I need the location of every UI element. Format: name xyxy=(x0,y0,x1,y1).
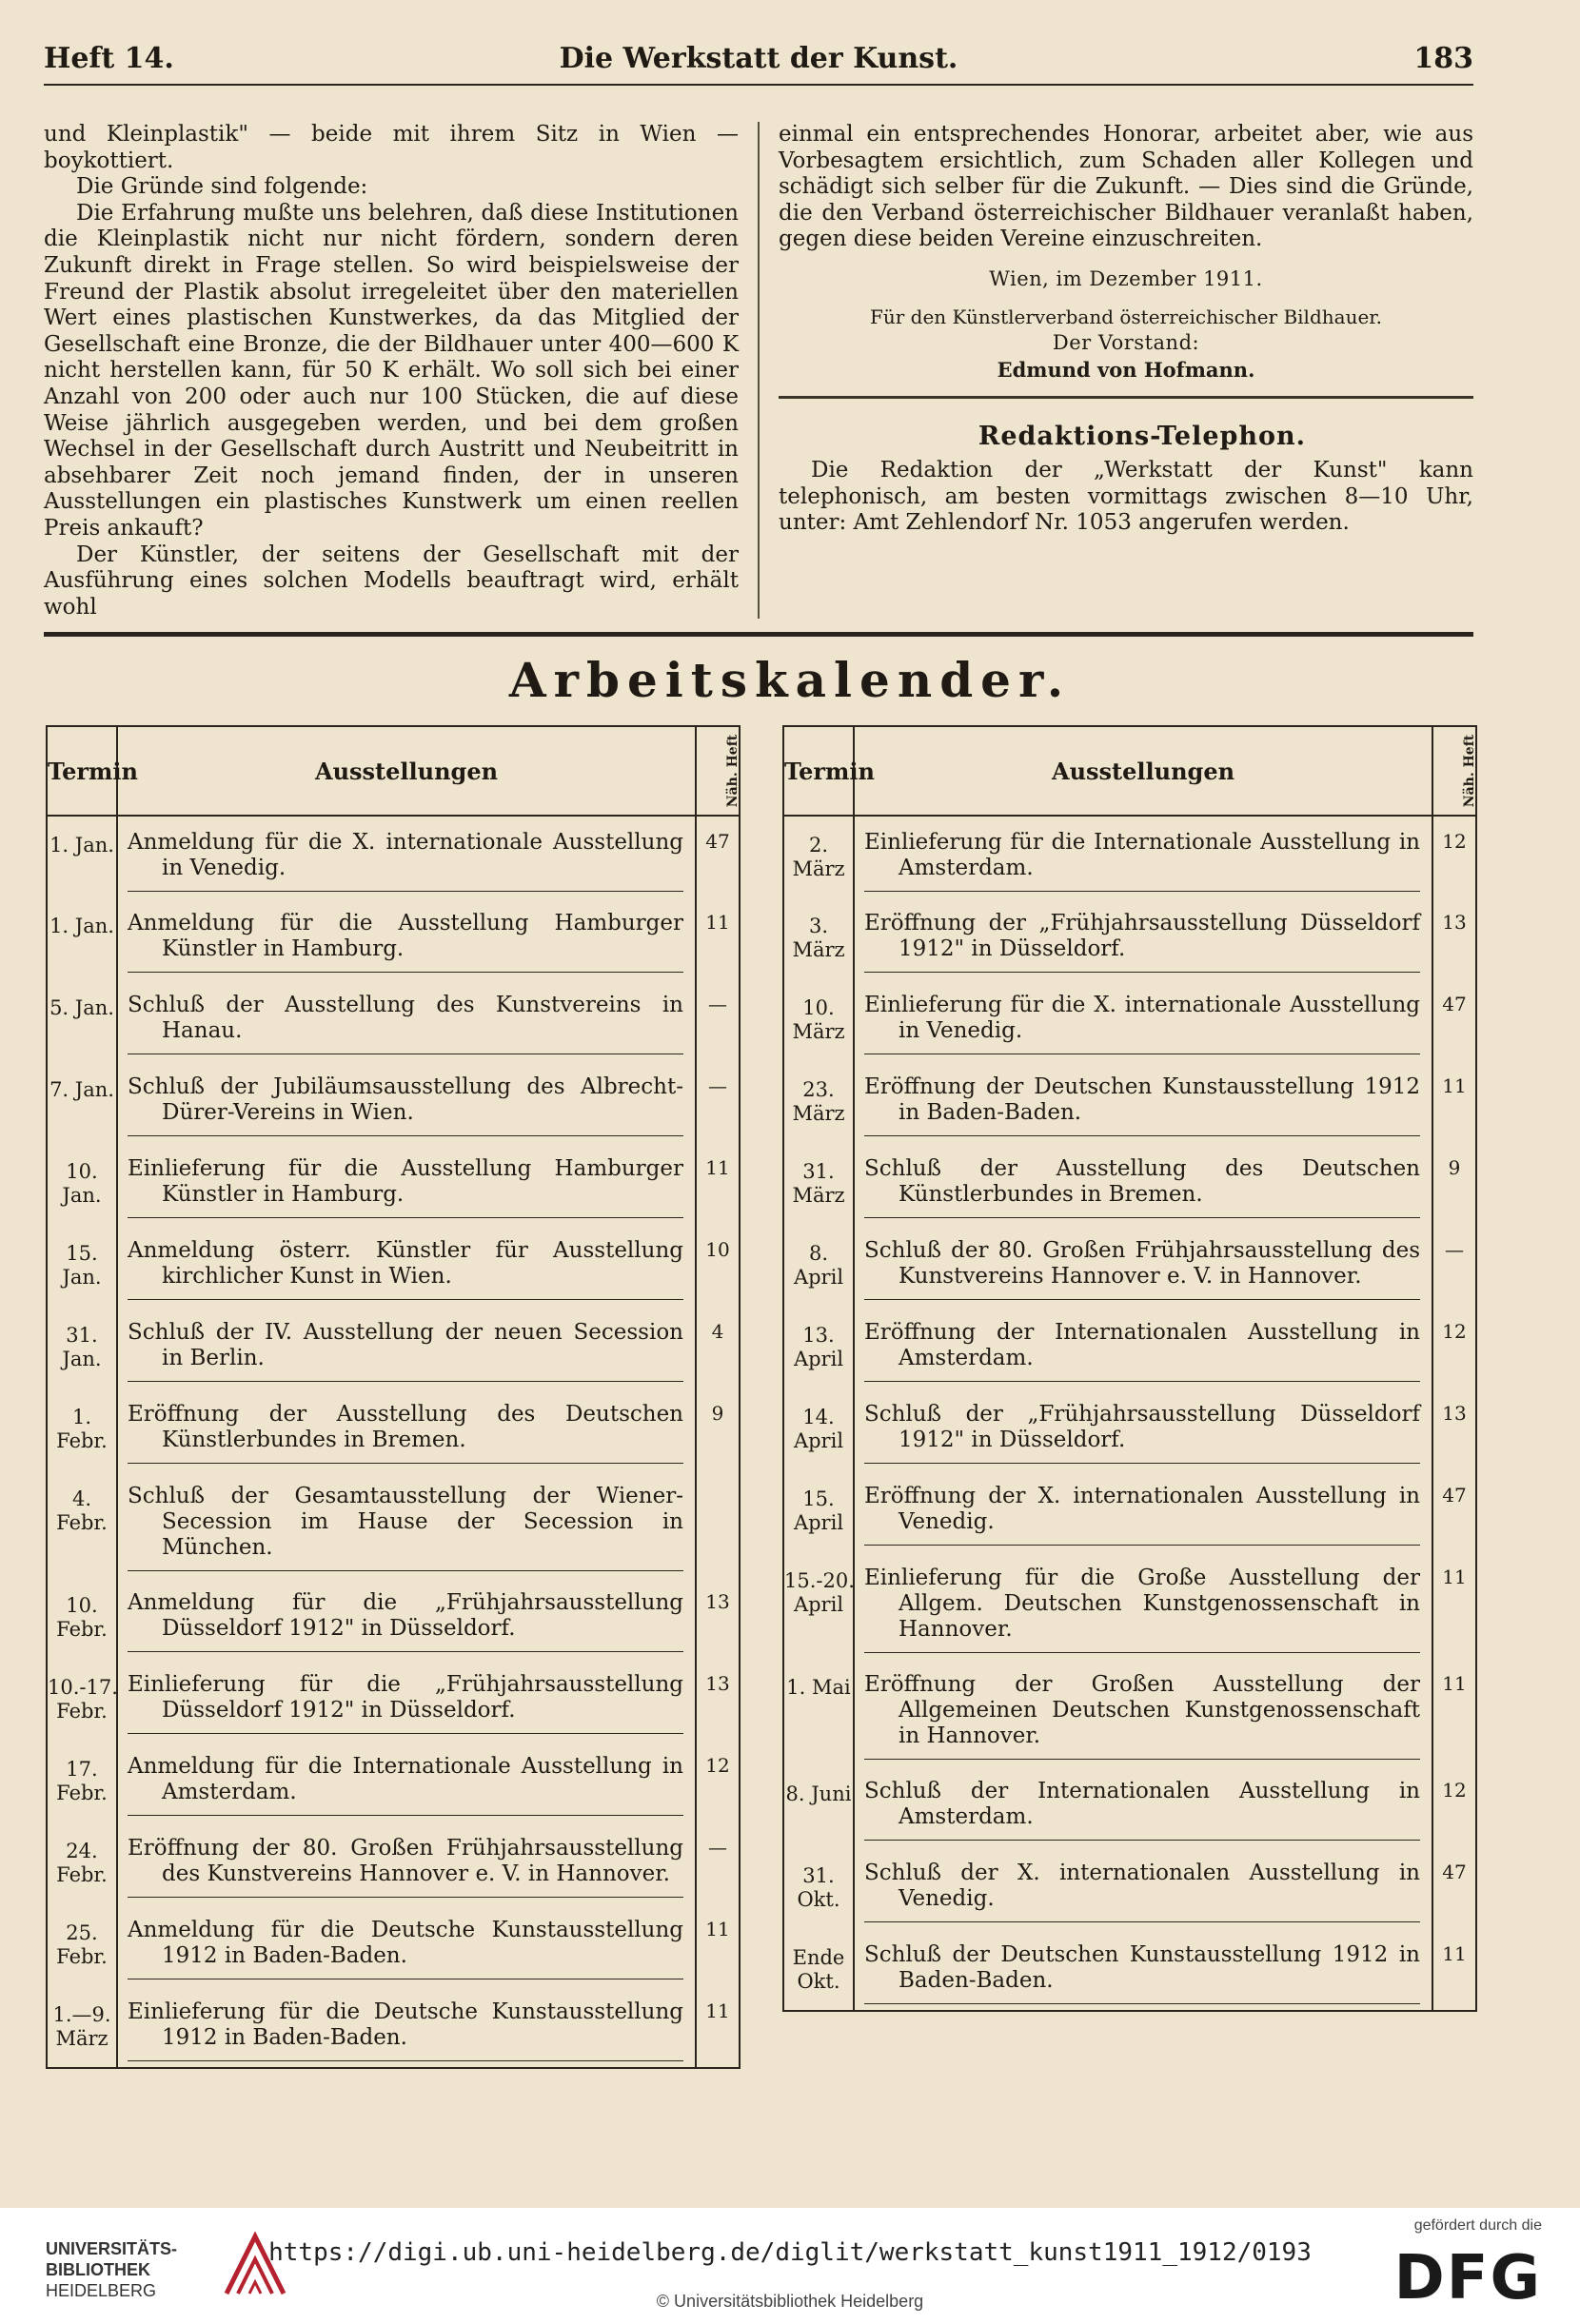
event-cell xyxy=(117,1307,696,1388)
table-row xyxy=(783,1307,1476,1388)
calendar-body-left xyxy=(47,816,740,2068)
calendar-table-left xyxy=(46,725,741,2069)
board-label: Der Vorstand: xyxy=(1052,331,1200,355)
calendar-body-right xyxy=(783,816,1476,2011)
table-row xyxy=(47,1143,740,1225)
event-date: 1.—9. März xyxy=(47,1986,117,2068)
issue-reference: — xyxy=(708,1074,727,1097)
table-row xyxy=(783,816,1476,897)
column-header-issue xyxy=(696,726,740,816)
event-description: Anmeldung österr. Künstler für Ausstellung kirchlicher Kunst in Wien. xyxy=(128,1238,683,1300)
table-row xyxy=(47,1061,740,1143)
event-description: Eröffnung der Großen Ausstellung der Allgemeinen Deutschen Kunstgenossenschaft in Hannover. xyxy=(864,1672,1420,1760)
event-description: Schluß der Gesamtausstellung der Wiener-Secession im Hause der Secession in München. xyxy=(128,1484,683,1571)
event-date: 1. Febr. xyxy=(47,1388,117,1470)
event-cell xyxy=(117,1822,696,1904)
event-date: 10. Febr. xyxy=(47,1577,117,1659)
event-date: 15. Jan. xyxy=(47,1225,117,1307)
table-row xyxy=(47,1904,740,1986)
event-cell xyxy=(117,1143,696,1225)
issue-number: Heft 14. xyxy=(44,42,174,75)
event-cell xyxy=(117,1470,696,1577)
table-row xyxy=(783,1552,1476,1659)
event-date: 10. März xyxy=(783,979,854,1061)
issue-reference: 13 xyxy=(705,1672,730,1695)
column-header-exhibitions: Ausstellungen xyxy=(117,726,696,816)
issue-reference: 47 xyxy=(1442,993,1467,1015)
event-date: 25. Febr. xyxy=(47,1904,117,1986)
table-row xyxy=(47,1741,740,1822)
table-row xyxy=(47,1225,740,1307)
event-description: Einlieferung für die Große Ausstellung der Allgem. Deutschen Kunstgenossenschaft in Hannover. xyxy=(864,1566,1420,1653)
table-row xyxy=(783,1765,1476,1847)
event-description: Schluß der IV. Ausstellung der neuen Secession in Berlin. xyxy=(128,1320,683,1382)
event-date: 1. Jan. xyxy=(47,897,117,979)
event-description: Einlieferung für die „Frühjahrsausstellung Düsseldorf 1912" in Düsseldorf. xyxy=(128,1672,683,1734)
event-date: 13. April xyxy=(783,1307,854,1388)
event-description: Einlieferung für die Ausstellung Hamburger Künstler in Hamburg. xyxy=(128,1156,683,1218)
section-rule xyxy=(44,632,1473,637)
table-row xyxy=(47,1659,740,1741)
event-cell xyxy=(117,1741,696,1822)
running-header xyxy=(44,40,1473,82)
table-row xyxy=(783,1225,1476,1307)
table-row xyxy=(47,816,740,897)
event-date: 1. Mai xyxy=(783,1659,854,1765)
issue-reference: 12 xyxy=(1442,1779,1467,1802)
event-date: 10.-17. Febr. xyxy=(47,1659,117,1741)
event-cell xyxy=(854,979,1432,1061)
event-cell xyxy=(854,1143,1432,1225)
library-name-line: UNIVERSITÄTS- xyxy=(46,2239,178,2258)
column-header-exhibitions: Ausstellungen xyxy=(854,726,1432,816)
table-row xyxy=(47,897,740,979)
event-cell xyxy=(854,1470,1432,1552)
event-cell xyxy=(117,1388,696,1470)
column-header-issue xyxy=(1432,726,1476,816)
event-cell xyxy=(854,1929,1432,2011)
event-description: Schluß der Internationalen Ausstellung in Amsterdam. xyxy=(864,1779,1420,1841)
issue-reference: 12 xyxy=(1442,830,1467,853)
event-cell xyxy=(117,1225,696,1307)
issue-reference: 11 xyxy=(1442,1566,1467,1588)
event-cell xyxy=(117,816,696,897)
column-header-date: Termin xyxy=(783,726,854,816)
table-header-row xyxy=(47,726,740,816)
event-date: 2. März xyxy=(783,816,854,897)
event-date: 15.-20. April xyxy=(783,1552,854,1659)
issue-reference: 11 xyxy=(705,1918,730,1940)
event-date: 8. April xyxy=(783,1225,854,1307)
event-description: Schluß der Deutschen Kunstausstellung 1912 in Baden-Baden. xyxy=(864,1942,1420,2004)
table-row xyxy=(783,897,1476,979)
paragraph: und Kleinplastik" — beide mit ihrem Sitz in Wien — boykottiert. xyxy=(44,122,739,173)
column-header-issue-label: Näh. Heft xyxy=(1462,734,1478,808)
event-description: Anmeldung für die Ausstellung Hamburger Künstler in Hamburg. xyxy=(128,911,683,973)
table-row xyxy=(783,1847,1476,1929)
event-description: Anmeldung für die Deutsche Kunstausstellung 1912 in Baden-Baden. xyxy=(128,1918,683,1979)
paragraph: Der Künstler, der seitens der Gesellschaft mit der Ausführung eines solchen Modells beauftragt wird, erhält wohl xyxy=(44,542,739,620)
issue-reference: 11 xyxy=(1442,1672,1467,1695)
issue-reference: 13 xyxy=(1442,1402,1467,1425)
event-description: Schluß der X. internationalen Ausstellung in Venedig. xyxy=(864,1861,1420,1922)
event-description: Anmeldung für die Internationale Ausstellung in Amsterdam. xyxy=(128,1754,683,1816)
section-divider xyxy=(779,396,1473,399)
funder-note: gefördert durch die xyxy=(1413,2217,1542,2234)
event-description: Eröffnung der Deutschen Kunstausstellung 1912 in Baden-Baden. xyxy=(864,1074,1420,1136)
signer-name: Edmund von Hofmann. xyxy=(997,357,1255,382)
event-description: Anmeldung für die X. internationale Ausstellung in Venedig. xyxy=(128,830,683,892)
table-row xyxy=(783,1470,1476,1552)
event-date: 1. Jan. xyxy=(47,816,117,897)
event-cell xyxy=(854,816,1432,897)
table-header-row xyxy=(783,726,1476,816)
event-description: Einlieferung für die Internationale Ausstellung in Amsterdam. xyxy=(864,830,1420,892)
event-description: Anmeldung für die „Frühjahrsausstellung Düsseldorf 1912" in Düsseldorf. xyxy=(128,1590,683,1652)
event-cell xyxy=(854,1225,1432,1307)
event-description: Eröffnung der Internationalen Ausstellung in Amsterdam. xyxy=(864,1320,1420,1382)
event-date: Ende Okt. xyxy=(783,1929,854,2011)
table-row xyxy=(47,979,740,1061)
event-cell xyxy=(854,1061,1432,1143)
issue-reference: 13 xyxy=(1442,911,1467,934)
issue-reference: 9 xyxy=(1448,1156,1461,1179)
left-text-column xyxy=(44,122,739,620)
event-date: 23. März xyxy=(783,1061,854,1143)
event-cell xyxy=(117,1904,696,1986)
event-cell xyxy=(854,1307,1432,1388)
table-row xyxy=(47,1577,740,1659)
event-cell xyxy=(854,897,1432,979)
event-date: 24. Febr. xyxy=(47,1822,117,1904)
issue-reference xyxy=(696,1470,740,1577)
organisation-line: Für den Künstlerverband österreichischer Bildhauer. xyxy=(869,305,1383,328)
paragraph: einmal ein entsprechendes Honorar, arbeitet aber, wie aus Vorbesagtem ersichtlich, zum Schaden aller Kollegen und schädigt sich selber für die Zukunft. — Dies sind die Gründe, die den Verband österreichischer Bildhauer veranlaßt haben, gegen diese beiden Vereine einzuschreiten. xyxy=(779,122,1473,252)
event-description: Schluß der Ausstellung des Kunstvereins in Hanau. xyxy=(128,993,683,1054)
table-row xyxy=(47,1986,740,2068)
funder-logo[interactable] xyxy=(1380,2217,1542,2316)
event-description: Schluß der Jubiläumsausstellung des Albrecht-Dürer-Vereins in Wien. xyxy=(128,1074,683,1136)
issue-reference: 11 xyxy=(1442,1074,1467,1097)
permalink[interactable]: https://digi.ub.uni-heidelberg.de/diglit/werkstatt_kunst1911_1912/0193 xyxy=(268,2238,1312,2267)
event-description: Schluß der Ausstellung des Deutschen Künstlerbundes in Bremen. xyxy=(864,1156,1420,1218)
issue-reference: — xyxy=(708,1836,727,1859)
issue-reference: 10 xyxy=(705,1238,730,1261)
event-date: 8. Juni xyxy=(783,1765,854,1847)
issue-reference: — xyxy=(708,993,727,1015)
event-cell xyxy=(854,1847,1432,1929)
event-cell xyxy=(117,979,696,1061)
library-name-line: HEIDELBERG xyxy=(46,2281,157,2300)
table-row xyxy=(47,1470,740,1577)
library-name-line: BIBLIOTHEK xyxy=(46,2260,150,2279)
issue-reference: 9 xyxy=(711,1402,724,1425)
event-description: Eröffnung der „Frühjahrsausstellung Düsseldorf 1912" in Düsseldorf. xyxy=(864,911,1420,973)
issue-reference: 13 xyxy=(705,1590,730,1613)
issue-reference: 47 xyxy=(705,830,730,853)
event-description: Schluß der 80. Großen Frühjahrsausstellung des Kunstvereins Hannover e. V. in Hannover. xyxy=(864,1238,1420,1300)
event-cell xyxy=(117,1659,696,1741)
issue-reference: 12 xyxy=(705,1754,730,1777)
table-row xyxy=(783,1061,1476,1143)
header-rule xyxy=(44,84,1473,86)
event-date: 7. Jan. xyxy=(47,1061,117,1143)
event-description: Einlieferung für die Deutsche Kunstausstellung 1912 in Baden-Baden. xyxy=(128,1999,683,2061)
paragraph: Die Redaktion der „Werkstatt der Kunst" kann telephonisch, am besten vormittags zwischen 8—10 Uhr, unter: Amt Zehlendorf Nr. 1053 angerufen werden. xyxy=(779,457,1473,536)
digitization-footer xyxy=(0,2208,1580,2324)
event-cell xyxy=(117,1986,696,2068)
paragraph: Die Erfahrung mußte uns belehren, daß diese Institutionen die Kleinplastik nicht nur nicht fördern, sondern deren Zukunft direkt in Frage stellen. So wird beispielsweise der Freund der Plastik absolut irregeleitet über den materiellen Wert eines plastischen Kunstwerkes, da das Mitglied der Gesellschaft eine Bronze, die der Bildhauer unter 400—600 K nicht herstellen kann, für 50 K erhält. Wo soll sich bei einer Anzahl von 200 oder auch nur 100 Stücken, die auf diese Weise jährlich ausgegeben werden, und bei dem großen Wechsel in der Gesellschaft durch Austritt und Neubeitritt in absehbarer Zeit noch jemand finden, der in unseren Ausstellungen ein plastisches Kunstwerk um einen reellen Preis ankauft? xyxy=(44,200,739,541)
column-header-date: Termin xyxy=(47,726,117,816)
event-cell xyxy=(854,1765,1432,1847)
event-cell xyxy=(854,1388,1432,1470)
issue-reference: — xyxy=(1445,1238,1464,1261)
table-row xyxy=(47,1388,740,1470)
event-description: Einlieferung für die X. internationale Ausstellung in Venedig. xyxy=(864,993,1420,1054)
event-date: 14. April xyxy=(783,1388,854,1470)
table-row xyxy=(783,1143,1476,1225)
event-description: Eröffnung der Ausstellung des Deutschen Künstlerbundes in Bremen. xyxy=(128,1402,683,1464)
dfg-logo-icon: DFG xyxy=(1393,2243,1542,2314)
issue-reference: 47 xyxy=(1442,1861,1467,1883)
copyright-notice: © Universitätsbibliothek Heidelberg xyxy=(656,2292,924,2311)
event-cell xyxy=(117,1061,696,1143)
issue-reference: 11 xyxy=(1442,1942,1467,1965)
column-header-issue-label: Näh. Heft xyxy=(725,734,741,808)
event-date: 10. Jan. xyxy=(47,1143,117,1225)
event-date: 5. Jan. xyxy=(47,979,117,1061)
table-row xyxy=(783,1388,1476,1470)
event-date: 4. Febr. xyxy=(47,1470,117,1577)
column-divider xyxy=(758,122,760,619)
issue-reference: 11 xyxy=(705,1156,730,1179)
event-cell xyxy=(117,897,696,979)
calendar-table-right xyxy=(782,725,1477,2012)
event-cell xyxy=(854,1659,1432,1765)
table-row xyxy=(47,1822,740,1904)
journal-title: Die Werkstatt der Kunst. xyxy=(559,42,958,75)
issue-reference: 12 xyxy=(1442,1320,1467,1343)
issue-reference: 4 xyxy=(711,1320,724,1343)
event-date: 31. März xyxy=(783,1143,854,1225)
place-date: Wien, im Dezember 1911. xyxy=(989,266,1263,290)
page-number: 183 xyxy=(1413,42,1473,75)
telephone-heading: Redaktions-Telephon. xyxy=(978,422,1307,452)
paragraph: Die Gründe sind folgende: xyxy=(76,174,368,200)
table-row xyxy=(47,1307,740,1388)
event-description: Eröffnung der 80. Großen Frühjahrsausstellung des Kunstvereins Hannover e. V. in Hannover. xyxy=(128,1836,683,1898)
event-cell xyxy=(117,1577,696,1659)
section-title: Arbeitskalender. xyxy=(508,652,1072,708)
event-date: 3. März xyxy=(783,897,854,979)
event-description: Eröffnung der X. internationalen Ausstellung in Venedig. xyxy=(864,1484,1420,1546)
issue-reference: 47 xyxy=(1442,1484,1467,1507)
right-text-column xyxy=(779,122,1473,537)
table-row xyxy=(783,1929,1476,2011)
event-description: Schluß der „Frühjahrsausstellung Düsseldorf 1912" in Düsseldorf. xyxy=(864,1402,1420,1464)
issue-reference: 11 xyxy=(705,1999,730,2022)
event-date: 15. April xyxy=(783,1470,854,1552)
event-cell xyxy=(854,1552,1432,1659)
event-date: 17. Febr. xyxy=(47,1741,117,1822)
event-date: 31. Jan. xyxy=(47,1307,117,1388)
table-row xyxy=(783,1659,1476,1765)
event-date: 31. Okt. xyxy=(783,1847,854,1929)
table-row xyxy=(783,979,1476,1061)
issue-reference: 11 xyxy=(705,911,730,934)
